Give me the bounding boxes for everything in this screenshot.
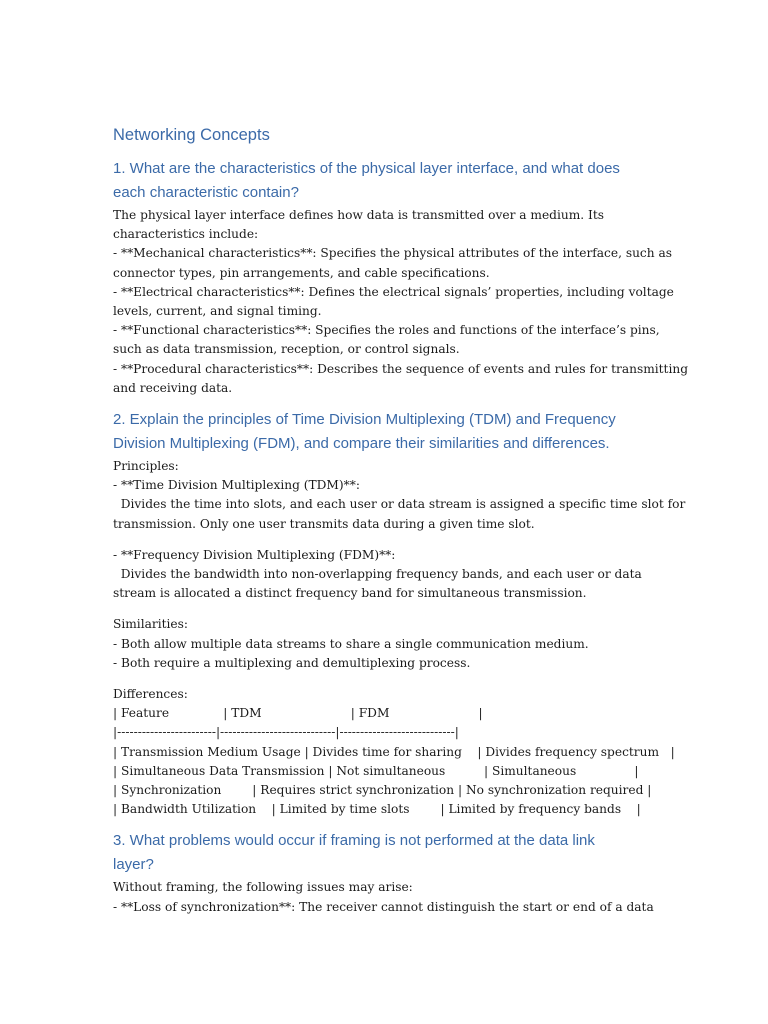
q1-line: and receiving data. [113,380,233,395]
q1-section [113,157,688,398]
q2-differences-line: |------------------------|----------------------------|----------------------------| [113,725,459,740]
q3-heading-line2: layer? [113,855,154,873]
q2-principles-line: Principles: [113,459,179,474]
q1-line: connector types, pin arrangements, and cable specifications. [113,265,490,280]
q2-similarities-line: - Both require a multiplexing and demultiplexing process. [113,655,471,670]
q1-line: - **Mechanical characteristics**: Specifies the physical attributes of the interface, such as [113,246,673,261]
q1-line: - **Procedural characteristics**: Describes the sequence of events and rules for transmitting [113,361,688,376]
q2-differences-line: | Simultaneous Data Transmission | Not simultaneous | Simultaneous | [113,763,639,778]
document-title: Networking Concepts [113,126,270,144]
q2-differences-line: | Feature | TDM | FDM | [113,706,483,721]
q3-heading [113,829,673,876]
q3-line: - **Loss of synchronization**: The receiver cannot distinguish the start or end of a data [113,899,654,914]
q1-line: characteristics include: [113,227,259,242]
q2-differences-line: Differences: [113,687,188,702]
q2-similarities-line: Similarities: [113,617,188,632]
q2-principles-line: Divides the time into slots, and each user or data stream is assigned a specific time slot for [113,497,686,512]
q2-similarities-line: - Both allow multiple data streams to share a single communication medium. [113,636,589,651]
q2-fdm-line: Divides the bandwidth into non-overlapping frequency bands, and each user or data [113,567,642,582]
q2-principles-line: transmission. Only one user transmits data during a given time slot. [113,516,535,531]
q2-differences-line: | Bandwidth Utilization | Limited by time slots | Limited by frequency bands | [113,802,641,817]
q2-heading-line2: Division Multiplexing (FDM), and compare their similarities and differences. [113,434,610,452]
q1-heading [113,157,673,204]
q1-heading-line1: 1. What are the characteristics of the physical layer interface, and what does [113,160,620,177]
q2-differences-line: | Transmission Medium Usage | Divides time for sharing | Divides frequency spectrum | [113,744,675,759]
q2-differences-line: | Synchronization | Requires strict synchronization | No synchronization required | [113,783,652,798]
q1-line: levels, current, and signal timing. [113,304,322,319]
q2-fdm-line: - **Frequency Division Multiplexing (FDM)**: [113,547,396,562]
q1-heading-line2: each characteristic contain? [113,183,299,201]
q2-fdm-line: stream is allocated a distinct frequency band for simultaneous transmission. [113,586,587,601]
q2-heading-line1: 2. Explain the principles of Time Division Multiplexing (TDM) and Frequency [113,411,616,429]
q1-line: - **Electrical characteristics**: Defines the electrical signals’ properties, including voltage [113,284,674,299]
document-content [113,124,688,917]
q1-line: such as data transmission, reception, or control signals. [113,342,460,357]
q3-heading-line1: 3. What problems would occur if framing is not performed at the data link [113,832,595,850]
q3-section [113,829,673,916]
q1-line: - **Functional characteristics**: Specifies the roles and functions of the interface’s pins, [113,323,660,338]
q2-heading [113,408,673,455]
q3-line: Without framing, the following issues may arise: [113,880,413,895]
q2-principles-line: - **Time Division Multiplexing (TDM)**: [113,478,360,493]
q1-line: The physical layer interface defines how data is transmitted over a medium. Its [113,208,605,222]
q2-section [113,408,686,819]
